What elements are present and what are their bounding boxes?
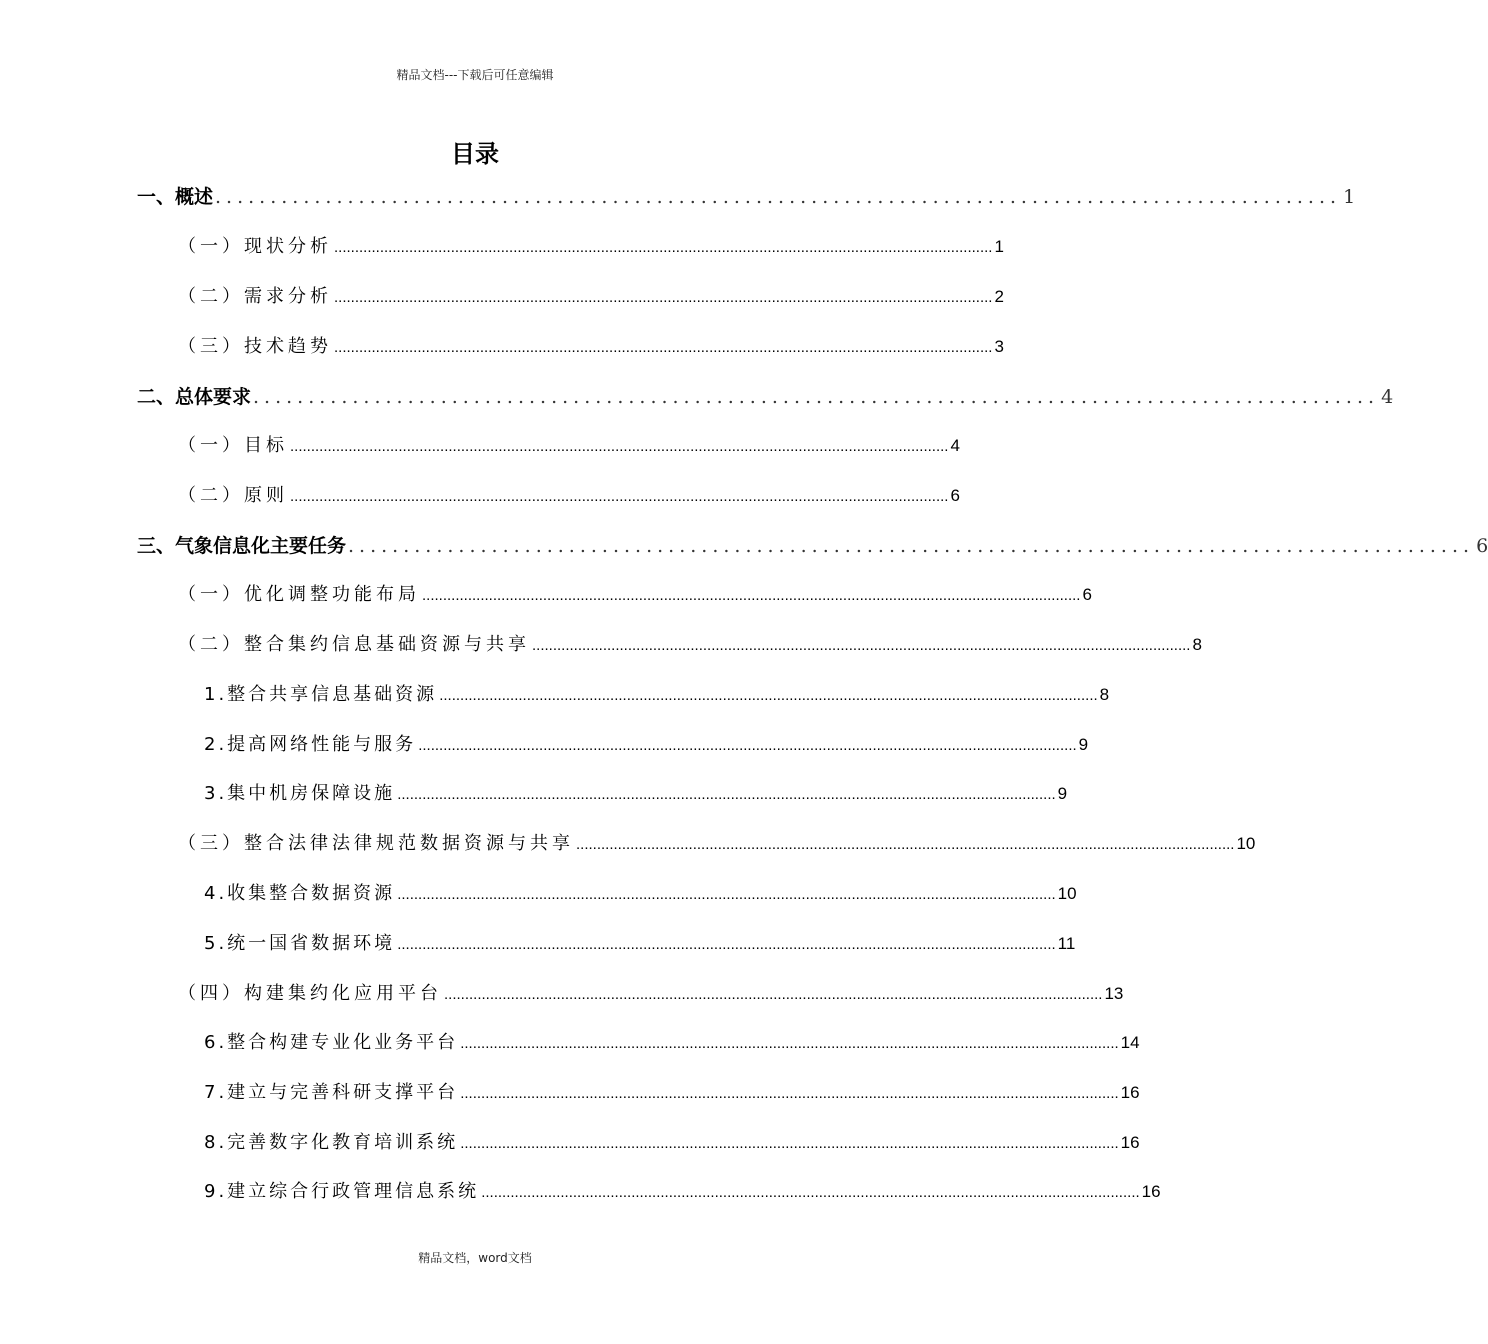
toc-entry-label: 1.整合共享信息基础资源 [204, 684, 438, 705]
toc-leader: .............................................................................................................................................................. [290, 438, 949, 455]
toc-entry[interactable] [178, 332, 1004, 358]
toc-entry-label: 3.集中机房保障设施 [204, 783, 396, 804]
toc-entry[interactable] [204, 1177, 1161, 1203]
toc-leader: .............................................................................................................................................................. [397, 936, 1056, 953]
toc-entry-label: （二）整合集约信息基础资源与共享 [178, 634, 530, 655]
toc-entry-page: 10 [1057, 884, 1077, 903]
toc-entry-label: 5.统一国省数据环境 [204, 933, 396, 954]
toc-entry[interactable] [178, 979, 1124, 1005]
toc-leader: .............................................................................................................................................................. [334, 289, 993, 306]
toc-entry-label: （二）原则 [178, 485, 288, 506]
toc-leader: .............................................................................................................................................................. [422, 587, 1081, 604]
page-header: 精品文档---下载后可任意编辑 [396, 68, 554, 82]
toc-entry[interactable] [204, 1078, 1140, 1104]
toc-entry-label: 三、气象信息化主要任务 [137, 535, 347, 557]
toc-entry-label: （二）需求分析 [178, 286, 332, 307]
toc-entry-label: （一）现状分析 [178, 236, 332, 257]
toc-leader: .............................................................................................................................................................. [460, 1085, 1119, 1102]
toc-entry-page: 2 [994, 287, 1004, 306]
toc-entry-label: 一、概述 [137, 186, 214, 208]
toc-entry-page: 1 [994, 237, 1004, 256]
toc-entry-page: 6 [1082, 585, 1092, 604]
toc-entry[interactable] [137, 382, 1394, 409]
toc-entry-label: （三）技术趋势 [178, 336, 332, 357]
toc-entry-label: （一）优化调整功能布局 [178, 584, 420, 605]
toc-entry-label: （三）整合法律法律规范数据资源与共享 [178, 833, 574, 854]
toc-leader: .............................................................................................................................................................. [334, 239, 993, 256]
toc-entry[interactable] [178, 630, 1202, 656]
toc-entry[interactable] [204, 1128, 1140, 1154]
toc-leader: .............................................................................................................................................................. [439, 687, 1098, 704]
toc-entry[interactable] [178, 481, 960, 507]
toc-entry-page: 13 [1104, 984, 1124, 1003]
toc-leader: ...................................................................................................... [215, 186, 1342, 208]
toc-entry-page: 1 [1343, 186, 1356, 208]
toc-entry-page: 9 [1078, 735, 1089, 754]
toc-leader: .............................................................................................................................................................. [481, 1184, 1140, 1201]
toc-entry[interactable] [204, 680, 1110, 706]
toc-entry-label: 8.完善数字化教育培训系统 [204, 1132, 459, 1153]
toc-entry-label: 4.收集整合数据资源 [204, 883, 396, 904]
toc-leader: .............................................................................................................................................................. [576, 836, 1235, 853]
toc-leader: ...................................................................................................... [348, 535, 1475, 557]
toc-entry-label: 二、总体要求 [137, 386, 252, 408]
toc-entry[interactable] [204, 779, 1068, 805]
toc-entry-page: 14 [1120, 1033, 1140, 1052]
toc-entry-label: 7.建立与完善科研支撑平台 [204, 1082, 459, 1103]
toc-leader: .............................................................................................................................................................. [397, 786, 1056, 803]
toc-entry-page: 6 [950, 486, 960, 505]
toc-entry-page: 4 [1381, 386, 1394, 408]
toc-entry[interactable] [178, 232, 1004, 258]
toc-entry-label: 9.建立综合行政管理信息系统 [204, 1181, 480, 1202]
toc-entry[interactable] [178, 580, 1092, 606]
toc-entry[interactable] [178, 282, 1004, 308]
toc-entry[interactable] [204, 1028, 1140, 1054]
toc-entry[interactable] [204, 879, 1077, 905]
toc-entry-label: （一）目标 [178, 435, 288, 456]
toc-entry[interactable] [137, 531, 1488, 558]
toc-entry-page: 16 [1141, 1182, 1161, 1201]
toc-entry-page: 10 [1236, 834, 1256, 853]
toc-entry-page: 3 [994, 337, 1004, 356]
toc-entry-label: （四）构建集约化应用平台 [178, 983, 442, 1004]
toc-entry-page: 8 [1192, 635, 1202, 654]
toc-leader: .............................................................................................................................................................. [290, 488, 949, 505]
toc-entry-page: 16 [1120, 1083, 1140, 1102]
toc-leader: .............................................................................................................................................................. [444, 986, 1103, 1003]
page-footer: 精品文档，word文档 [418, 1251, 532, 1265]
toc-entry-page: 8 [1099, 685, 1110, 704]
toc-entry-page: 4 [950, 436, 960, 455]
toc-leader: .............................................................................................................................................................. [460, 1035, 1119, 1052]
toc-entry-page: 16 [1120, 1133, 1140, 1152]
toc-leader: .............................................................................................................................................................. [397, 886, 1056, 903]
toc-title: 目录 [451, 140, 499, 168]
toc-leader: ...................................................................................................... [253, 386, 1380, 408]
toc-entry[interactable] [178, 431, 960, 457]
toc-entry[interactable] [178, 829, 1256, 855]
toc-entry[interactable] [204, 929, 1076, 955]
toc-entry-label: 2.提高网络性能与服务 [204, 734, 417, 755]
toc-entry-page: 9 [1057, 784, 1068, 803]
toc-entry-page: 11 [1057, 934, 1076, 953]
toc-entry-page: 6 [1476, 535, 1488, 557]
toc-leader: .............................................................................................................................................................. [460, 1135, 1119, 1152]
toc-leader: .............................................................................................................................................................. [418, 737, 1077, 754]
toc-entry[interactable] [204, 730, 1089, 756]
toc-leader: .............................................................................................................................................................. [334, 339, 993, 356]
toc-entry-label: 6.整合构建专业化业务平台 [204, 1032, 459, 1053]
toc-entry[interactable] [137, 182, 1356, 209]
toc-leader: .............................................................................................................................................................. [532, 637, 1191, 654]
